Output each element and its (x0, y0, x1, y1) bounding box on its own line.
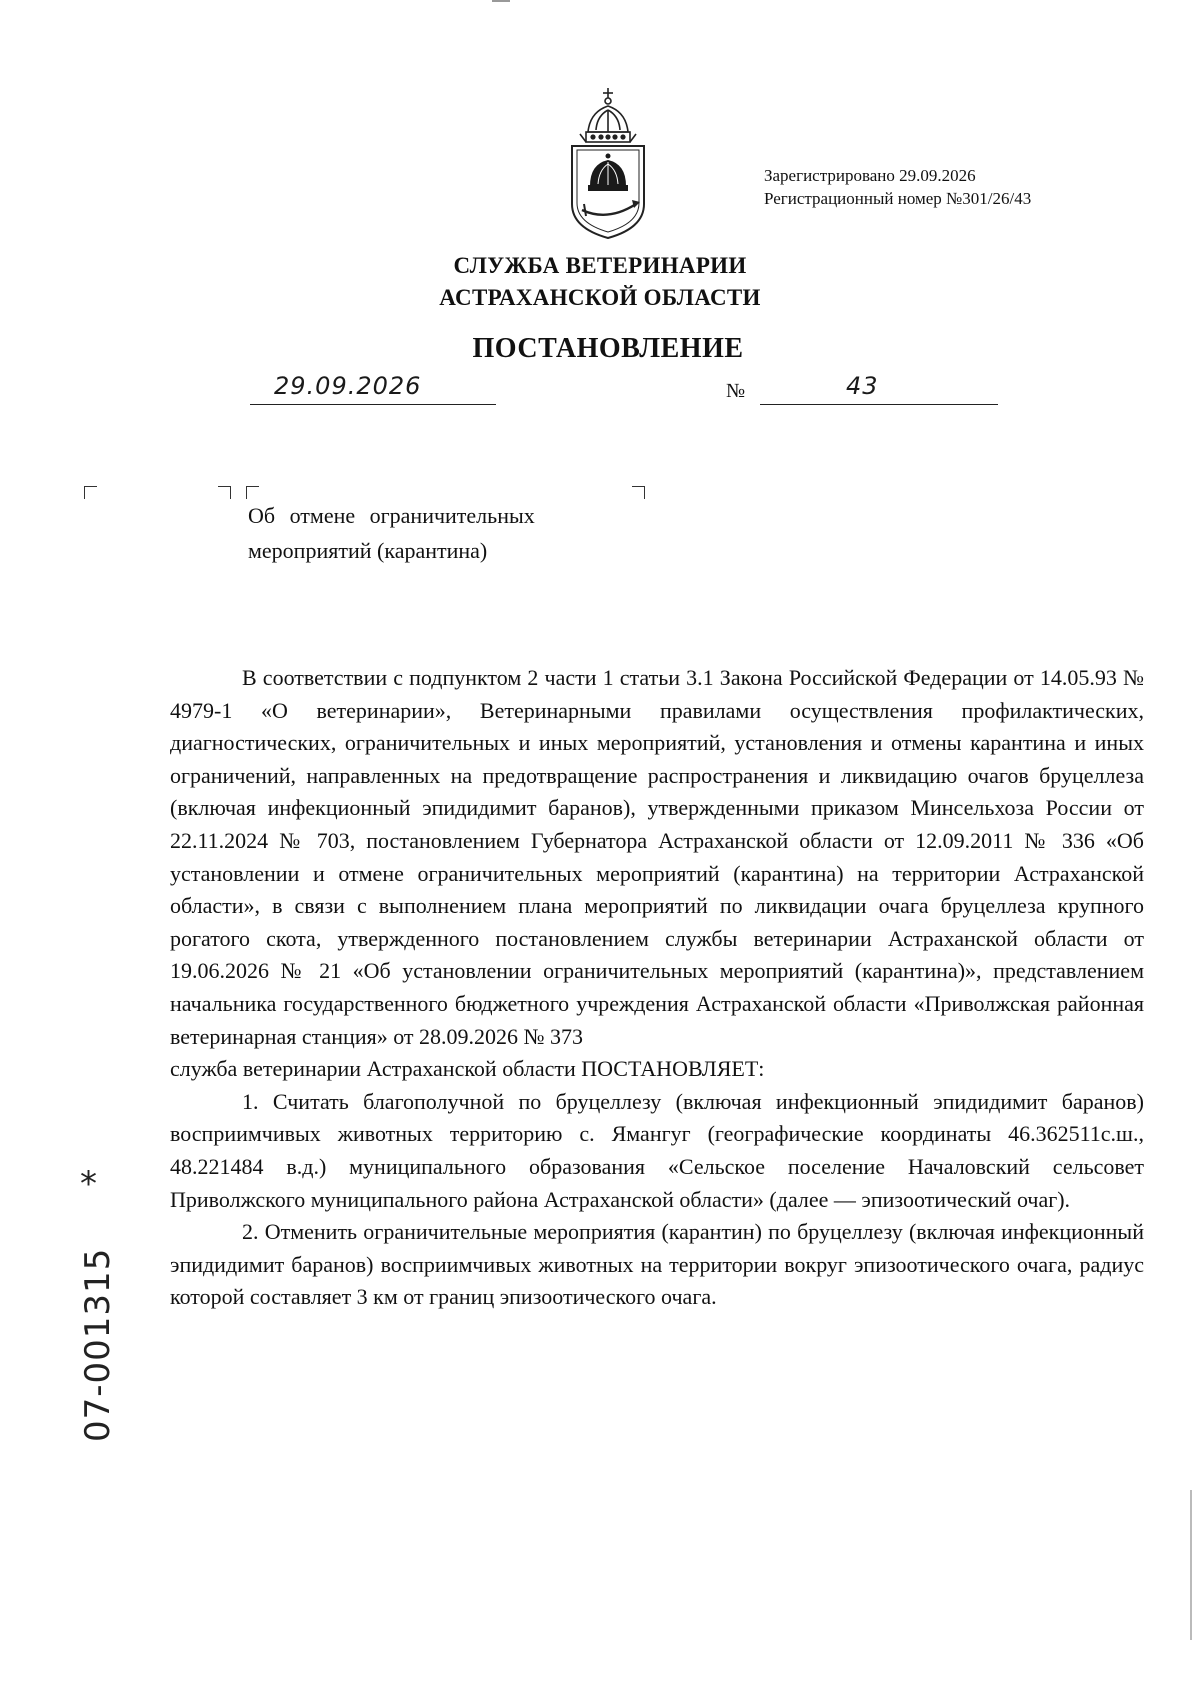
handwritten-number: 43 (846, 372, 879, 400)
registration-number: Регистрационный номер №301/26/43 (764, 189, 1032, 208)
scan-mark (492, 0, 510, 2)
side-stamp-number: 07-001315 (78, 1247, 118, 1442)
item-2-paragraph: 2. Отменить ограничительные мероприятия (карантин) по бруцеллезу (включая инфекционный эпидидимит баранов) восприимчивых животных на территории вокруг эпизоотического очага, радиус которой составляет 3 км от границ эпизоотического очага. (170, 1219, 1144, 1310)
side-asterisk-mark: * (80, 1164, 97, 1204)
coat-of-arms-icon (566, 86, 650, 240)
corner-bracket (84, 486, 97, 499)
preamble-paragraph: В соответствии с подпунктом 2 части 1 статьи 3.1 Закона Российской Федерации от 14.05.93 № 4979-1 «О ветеринарии», Ветеринарными правилами осуществления профилактических, диагностических, ограничительных и иных мероприятий, установления и отмены карантина и иных ограничений, направленных на предотвращение распространения и ликвидацию очагов бруцеллеза (включая инфекционный эпидидимит баранов), утвержденными приказом Минсельхоза России от 22.11.2024 № 703, постановлением Губернатора Астраханской области от 12.09.2011 № 336 «Об установлении и отмене ограничительных мероприятий (карантина) на территории Астраханской области», в связи с выполнением плана мероприятий по ликвидации очага бруцеллеза крупного рогатого скота, утвержденного постановлением службы ветеринарии Астраханской области от 19.06.2026 № 21 «Об установлении ограничительных мероприятий (карантина)», представлением начальника государственного бюджетного учреждения Астраханской области «Приволжская районная ветеринарная станция» от 28.09.2026 № 373 (170, 665, 1144, 1049)
registration-date: Зарегистрировано 29.09.2026 (764, 166, 976, 185)
subject-line1: Об отмене ограничительных (248, 503, 535, 528)
document-subject (248, 498, 648, 568)
agency-name-line2: АСТРАХАНСКОЙ ОБЛАСТИ (439, 285, 761, 310)
document-type: ПОСТАНОВЛЕНИЕ (472, 333, 744, 364)
date-field (250, 372, 496, 405)
subject-line2: мероприятий (карантина) (248, 538, 488, 563)
agency-name-line1: СЛУЖБА ВЕТЕРИНАРИИ (453, 253, 747, 278)
agency-name (0, 250, 1200, 314)
handwritten-date: 29.09.2026 (274, 372, 422, 400)
item-1-paragraph: 1. Считать благополучной по бруцеллезу (включая инфекционный эпидидимит баранов) восприимчивых животных территорию с. Ямангуг (географические координаты 46.362511с.ш., 48.221484 в.д.) муниципального образования «Сельское поселение Началовский сельсовет Приволжского муниципального района Астраханской области» (далее — эпизоотический очаг). (170, 1088, 1144, 1212)
document-body (170, 662, 1144, 1314)
resolves-line: служба ветеринарии Астраханской области ПОСТАНОВЛЯЕТ: (170, 1056, 765, 1082)
registration-block (764, 164, 1031, 210)
number-field (760, 372, 998, 405)
scan-edge-line (1190, 1490, 1192, 1640)
corner-bracket (218, 486, 231, 499)
number-label: № (726, 380, 746, 402)
